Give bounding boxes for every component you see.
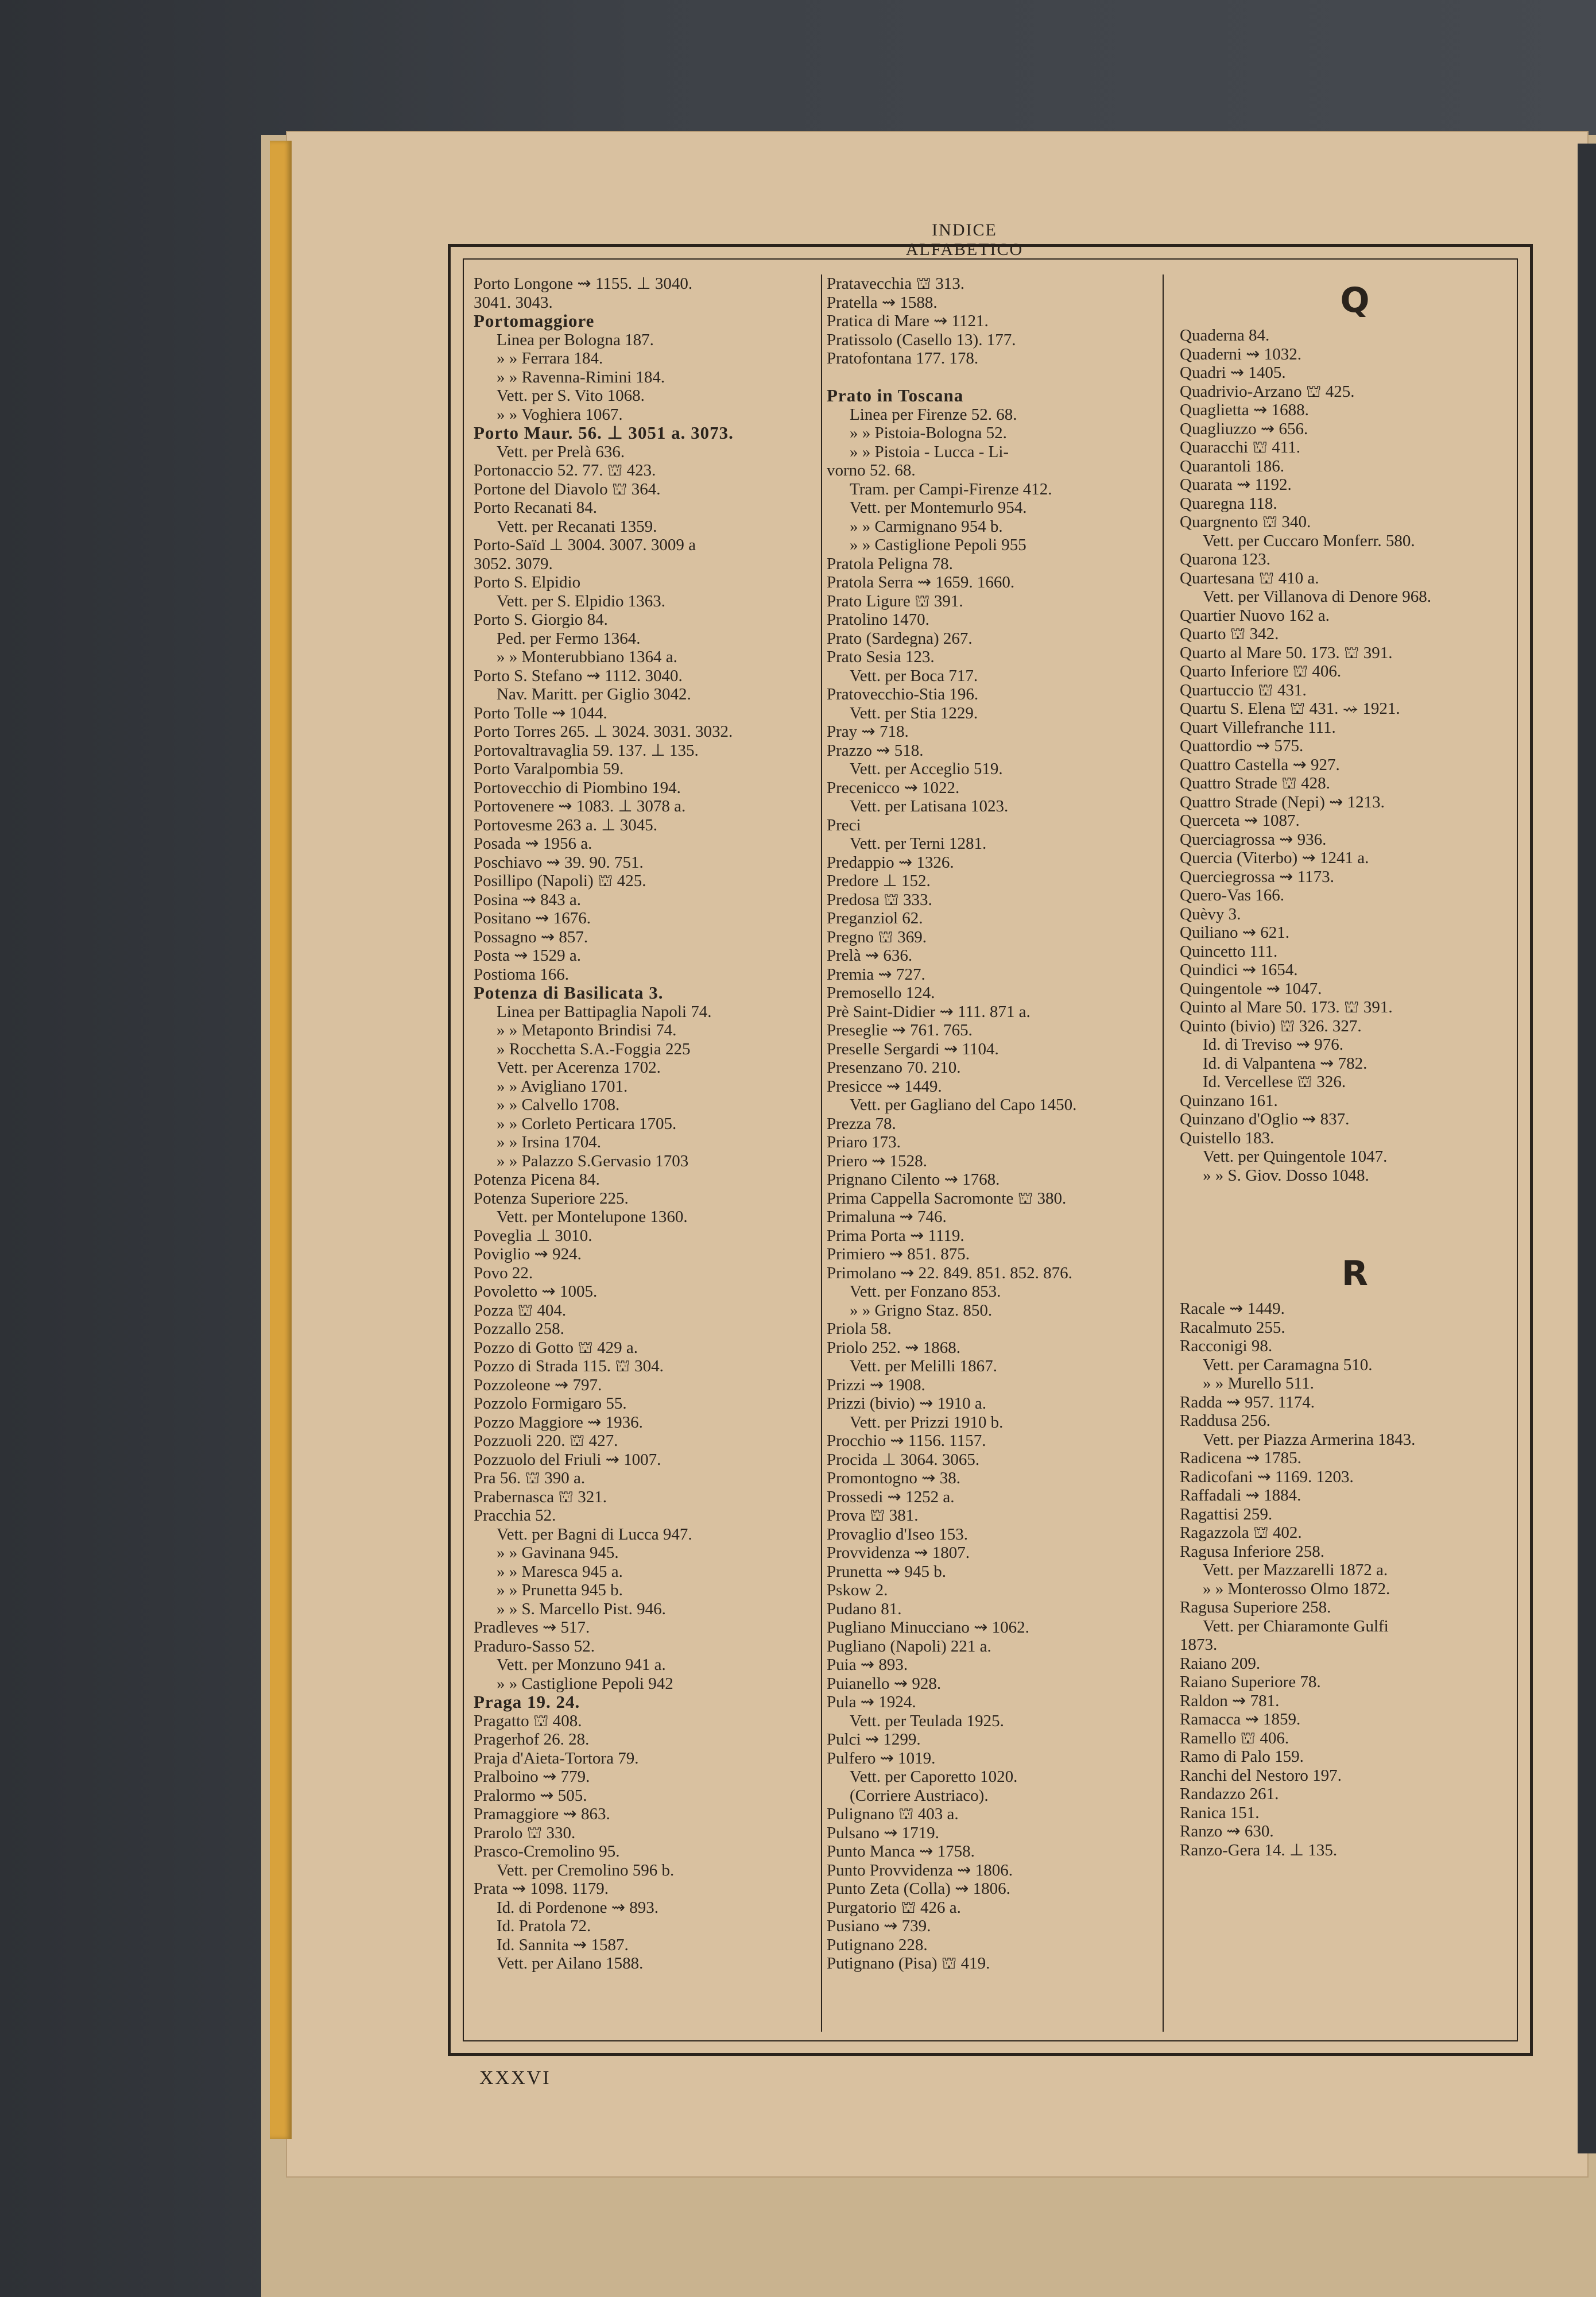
index-entry: » » Prunetta 945 b. xyxy=(497,1581,623,1599)
index-entry: Porto-Saïd ⊥ 3004. 3007. 3009 a xyxy=(474,536,696,554)
index-entry: Vett. per Acceglio 519. xyxy=(850,760,1003,778)
index-entry: Portovaltravaglia 59. 137. ⊥ 135. xyxy=(474,741,699,760)
index-entry: 3052. 3079. xyxy=(474,554,553,573)
index-entry: Primolano ⇝ 22. 849. 851. 852. 876. xyxy=(827,1263,1072,1282)
index-column-2 xyxy=(827,274,1177,1973)
index-entry: » Rocchetta S.A.-Foggia 225 xyxy=(497,1039,691,1058)
index-entry: Preselle Sergardi ⇝ 1104. xyxy=(827,1039,999,1058)
index-entry: Ramacca ⇝ 1859. xyxy=(1180,1710,1301,1728)
index-entry: Vett. per Teulada 1925. xyxy=(850,1711,1004,1730)
index-entry: » » S. Giov. Dosso 1048. xyxy=(1203,1166,1369,1185)
index-entry: Porto Recanati 84. xyxy=(474,498,598,517)
index-entry: Prima Porta ⇝ 1119. xyxy=(827,1226,964,1245)
index-entry: Purgatorio ⛫ 426 a. xyxy=(827,1898,961,1917)
index-entry: Potenza Picena 84. xyxy=(474,1170,600,1189)
index-entry: Quart Villefranche 111. xyxy=(1180,718,1336,737)
index-entry: Portonaccio 52. 77. ⛫ 423. xyxy=(474,461,656,479)
index-entry: Putignano 228. xyxy=(827,1935,928,1954)
index-entry: Porto S. Giorgio 84. xyxy=(474,610,608,629)
index-entry: Pulsano ⇝ 1719. xyxy=(827,1823,939,1842)
index-entry: Ragazzola ⛫ 402. xyxy=(1180,1523,1302,1542)
index-entry: Quinzano 161. xyxy=(1180,1091,1278,1110)
index-entry: Ranica 151. xyxy=(1180,1803,1260,1822)
index-entry: » » Pistoia-Bologna 52. xyxy=(850,424,1007,442)
index-entry: Id. Vercellese ⛫ 326. xyxy=(1203,1073,1346,1091)
index-entry: Punto Manca ⇝ 1758. xyxy=(827,1842,975,1861)
index-entry: Punto Zeta (Colla) ⇝ 1806. xyxy=(827,1880,1010,1898)
index-entry: Pralboino ⇝ 779. xyxy=(474,1768,590,1786)
index-entry: Primaluna ⇝ 746. xyxy=(827,1208,947,1226)
index-entry: Quiliano ⇝ 621. xyxy=(1180,923,1290,942)
index-entry: Ranzo ⇝ 630. xyxy=(1180,1822,1274,1840)
index-entry: Quaderni ⇝ 1032. xyxy=(1180,345,1301,364)
index-entry: Vett. per Boca 717. xyxy=(850,666,978,685)
index-entry: Prato Ligure ⛫ 391. xyxy=(827,591,963,610)
index-entry: Premia ⇝ 727. xyxy=(827,965,925,984)
index-entry: Porto Maur. 56. ⊥ 3051 a. 3073. xyxy=(474,424,734,443)
index-entry: Radicena ⇝ 1785. xyxy=(1180,1449,1301,1467)
index-entry: Quero-Vas 166. xyxy=(1180,886,1285,904)
index-entry: Id. Sannita ⇝ 1587. xyxy=(497,1935,629,1954)
index-entry: Pracchia 52. xyxy=(474,1506,556,1525)
index-entry: Porto S. Stefano ⇝ 1112. 3040. xyxy=(474,666,683,685)
index-entry: Portovenere ⇝ 1083. ⊥ 3078 a. xyxy=(474,797,686,815)
index-entry: Povoletto ⇝ 1005. xyxy=(474,1282,598,1301)
index-entry: Pratofontana 177. 178. xyxy=(827,349,979,368)
index-entry: Vett. per Montemurlo 954. xyxy=(850,498,1027,517)
index-entry: Pugliano Minucciano ⇝ 1062. xyxy=(827,1618,1029,1637)
index-entry: Radicofani ⇝ 1169. 1203. xyxy=(1180,1467,1354,1486)
index-entry: Pratavecchia ⛫ 313. xyxy=(827,274,965,293)
index-entry: Vett. per Mazzarelli 1872 a. xyxy=(1203,1561,1388,1579)
index-entry: Id. di Valpantena ⇝ 782. xyxy=(1203,1054,1368,1073)
index-entry: Prima Cappella Sacromonte ⛫ 380. xyxy=(827,1189,1067,1208)
index-entry: Prato in Toscana xyxy=(827,386,964,405)
index-entry: Quartu S. Elena ⛫ 431. ⇝ 1921. xyxy=(1180,699,1400,718)
index-entry: Priero ⇝ 1528. xyxy=(827,1151,927,1170)
index-entry: Predappio ⇝ 1326. xyxy=(827,853,954,872)
index-entry: Prova ⛫ 381. xyxy=(827,1506,919,1525)
index-entry: » » Irsina 1704. xyxy=(497,1133,602,1151)
index-entry: Ragusa Inferiore 258. xyxy=(1180,1542,1325,1561)
index-entry: Vett. per Recanati 1359. xyxy=(497,517,657,536)
index-entry: Portomaggiore xyxy=(474,312,595,331)
index-entry: Pskow 2. xyxy=(827,1581,888,1599)
index-entry: » » Gavinana 945. xyxy=(497,1544,619,1562)
index-entry: Quindici ⇝ 1654. xyxy=(1180,961,1298,979)
index-entry: Punto Provvidenza ⇝ 1806. xyxy=(827,1861,1013,1880)
index-entry: Quercia (Viterbo) ⇝ 1241 a. xyxy=(1180,849,1369,867)
index-entry: Vett. per Acerenza 1702. xyxy=(497,1058,661,1077)
index-entry: Quartuccio ⛫ 431. xyxy=(1180,680,1307,699)
index-entry: Pugliano (Napoli) 221 a. xyxy=(827,1637,991,1656)
index-entry: Vett. per Latisana 1023. xyxy=(850,797,1009,815)
index-entry: Pratola Serra ⇝ 1659. 1660. xyxy=(827,573,1015,591)
index-entry: Quartesana ⛫ 410 a. xyxy=(1180,569,1319,587)
index-entry: Premosello 124. xyxy=(827,984,935,1002)
index-entry: Prata ⇝ 1098. 1179. xyxy=(474,1880,609,1898)
index-entry: Quargnento ⛫ 340. xyxy=(1180,513,1311,531)
index-entry: Porto Varalpombia 59. xyxy=(474,760,624,778)
index-entry: Prizzi (bivio) ⇝ 1910 a. xyxy=(827,1394,986,1413)
index-entry: Pragatto ⛫ 408. xyxy=(474,1711,582,1730)
index-entry: Racalmuto 255. xyxy=(1180,1318,1285,1337)
index-entry: Pozzolo Formigaro 55. xyxy=(474,1394,627,1413)
index-column-1 xyxy=(474,274,824,1973)
index-entry: » » Metaponto Brindisi 74. xyxy=(497,1021,677,1039)
index-entry: Pozzuoli 220. ⛫ 427. xyxy=(474,1432,618,1450)
index-entry: Pratovecchio-Stia 196. xyxy=(827,685,979,703)
index-entry: Preci xyxy=(827,815,861,834)
index-entry: Vett. per Villanova di Denore 968. xyxy=(1203,587,1431,606)
index-entry: Quinto (bivio) ⛫ 326. 327. xyxy=(1180,1016,1362,1035)
index-entry: Raiano 209. xyxy=(1180,1654,1261,1673)
index-entry: Nav. Maritt. per Giglio 3042. xyxy=(497,685,691,703)
section-letter: Q xyxy=(1340,280,1370,320)
index-entry: 1873. xyxy=(1180,1635,1218,1654)
index-entry: Id. Pratola 72. xyxy=(497,1917,591,1935)
index-entry: Quarto ⛫ 342. xyxy=(1180,625,1279,643)
index-entry: Posina ⇝ 843 a. xyxy=(474,890,582,909)
index-entry: Prazzo ⇝ 518. xyxy=(827,741,924,760)
index-entry: Provaglio d'Iseo 153. xyxy=(827,1525,969,1544)
index-entry: Racale ⇝ 1449. xyxy=(1180,1300,1285,1318)
index-entry: Pozza ⛫ 404. xyxy=(474,1301,567,1320)
index-entry: Prizzi ⇝ 1908. xyxy=(827,1375,925,1394)
index-entry: Poveglia ⊥ 3010. xyxy=(474,1226,592,1245)
index-entry: Ped. per Fermo 1364. xyxy=(497,629,641,648)
index-entry: Positano ⇝ 1676. xyxy=(474,909,591,927)
page-header-title: INDICE ALFABETICO xyxy=(905,221,1024,259)
index-entry: Radda ⇝ 957. 1174. xyxy=(1180,1393,1315,1412)
index-entry: » » Murello 511. xyxy=(1203,1374,1314,1393)
index-entry: Pray ⇝ 718. xyxy=(827,722,909,741)
index-entry: Praja d'Aieta-Tortora 79. xyxy=(474,1749,639,1768)
index-entry: Povo 22. xyxy=(474,1263,533,1282)
index-entry: vorno 52. 68. xyxy=(827,461,916,479)
index-entry: Vett. per Caramagna 510. xyxy=(1203,1355,1373,1374)
index-entry: Pralormo ⇝ 505. xyxy=(474,1786,587,1805)
index-entry: Possagno ⇝ 857. xyxy=(474,927,588,946)
index-entry: Vett. per Chiaramonte Gulfi xyxy=(1203,1617,1389,1635)
index-entry: Potenza Superiore 225. xyxy=(474,1189,629,1208)
index-entry: Ramo di Palo 159. xyxy=(1180,1747,1304,1766)
index-entry: Ranzo-Gera 14. ⊥ 135. xyxy=(1180,1840,1338,1859)
index-entry: Quattro Strade (Nepi) ⇝ 1213. xyxy=(1180,792,1385,811)
index-entry: Ranchi del Nestoro 197. xyxy=(1180,1766,1342,1785)
index-entry: Vett. per Montelupone 1360. xyxy=(497,1208,688,1226)
index-entry: Porto Torres 265. ⊥ 3024. 3031. 3032. xyxy=(474,722,733,741)
scan-edge-strip xyxy=(1578,144,1596,2153)
index-entry: Putignano (Pisa) ⛫ 419. xyxy=(827,1954,990,1973)
index-entry: Pozzuolo del Friuli ⇝ 1007. xyxy=(474,1450,661,1469)
index-entry: Vett. per Cuccaro Monferr. 580. xyxy=(1203,531,1415,550)
index-entry: Portovecchio di Piombino 194. xyxy=(474,778,681,797)
index-entry: Quadri ⇝ 1405. xyxy=(1180,364,1286,382)
index-entry: Priaro 173. xyxy=(827,1133,901,1151)
index-entry: Quèvy 3. xyxy=(1180,904,1241,923)
index-column-3 xyxy=(1180,274,1530,1859)
index-entry: Vett. per Prelà 636. xyxy=(497,442,625,461)
index-entry: Vett. per Cremolino 596 b. xyxy=(497,1861,675,1880)
index-entry: » » Grigno Staz. 850. xyxy=(850,1301,993,1320)
index-entry: Presenzano 70. 210. xyxy=(827,1058,961,1077)
index-entry: Precenicco ⇝ 1022. xyxy=(827,778,960,797)
index-entry: Racconigi 98. xyxy=(1180,1337,1273,1355)
index-entry: Pra 56. ⛫ 390 a. xyxy=(474,1469,586,1487)
index-entry: Prasco-Cremolino 95. xyxy=(474,1842,620,1861)
index-entry: Ramello ⛫ 406. xyxy=(1180,1728,1289,1747)
index-entry: Porto S. Elpidio xyxy=(474,573,581,591)
index-entry: » » Corleto Perticara 1705. xyxy=(497,1114,677,1133)
index-entry: Predosa ⛫ 333. xyxy=(827,890,932,909)
index-entry: Pulignano ⛫ 403 a. xyxy=(827,1805,959,1823)
index-entry: Pozzo di Strada 115. ⛫ 304. xyxy=(474,1357,664,1375)
index-entry: Praga 19. 24. xyxy=(474,1693,580,1712)
index-entry: Quarto al Mare 50. 173. ⛫ 391. xyxy=(1180,643,1393,662)
index-entry: Prarolo ⛫ 330. xyxy=(474,1823,576,1842)
index-entry: Posada ⇝ 1956 a. xyxy=(474,834,592,853)
index-entry: » » Palazzo S.Gervasio 1703 xyxy=(497,1151,689,1170)
index-entry: Postioma 166. xyxy=(474,965,569,984)
index-entry: Porto Longone ⇝ 1155. ⊥ 3040. xyxy=(474,274,693,293)
index-entry: Vett. per Bagni di Lucca 947. xyxy=(497,1525,692,1544)
index-entry: Quinto al Mare 50. 173. ⛫ 391. xyxy=(1180,998,1393,1016)
index-entry: Quaderna 84. xyxy=(1180,326,1270,345)
index-entry: » » Monterosso Olmo 1872. xyxy=(1203,1579,1390,1598)
index-entry: » » Monterubbiano 1364 a. xyxy=(497,648,677,666)
index-entry: » » Carmignano 954 b. xyxy=(850,517,1003,536)
index-entry: Vett. per Piazza Armerina 1843. xyxy=(1203,1430,1416,1449)
index-entry: Quaregna 118. xyxy=(1180,494,1277,513)
index-entry: » » Calvello 1708. xyxy=(497,1096,620,1114)
index-entry: Quaglietta ⇝ 1688. xyxy=(1180,401,1309,419)
index-entry: Pratissolo (Casello 13). 177. xyxy=(827,330,1016,349)
index-entry: Poviglio ⇝ 924. xyxy=(474,1245,582,1263)
index-entry: Promontogno ⇝ 38. xyxy=(827,1469,960,1487)
index-entry: 3041. 3043. xyxy=(474,293,553,312)
index-entry: Priolo 252. ⇝ 1868. xyxy=(827,1338,960,1357)
section-letter: R xyxy=(1341,1254,1369,1294)
index-entry: Porto Tolle ⇝ 1044. xyxy=(474,703,607,722)
index-entry: Pudano 81. xyxy=(827,1599,902,1618)
index-entry: Pramaggiore ⇝ 863. xyxy=(474,1805,610,1823)
index-entry: Prè Saint-Didier ⇝ 111. 871 a. xyxy=(827,1002,1031,1021)
index-entry: Quattordio ⇝ 575. xyxy=(1180,737,1304,755)
index-entry: Raffadali ⇝ 1884. xyxy=(1180,1486,1301,1505)
index-entry: Procida ⊥ 3064. 3065. xyxy=(827,1450,980,1469)
index-entry: Querciegrossa ⇝ 1173. xyxy=(1180,867,1334,886)
spacer xyxy=(827,368,1177,387)
index-entry: Prignano Cilento ⇝ 1768. xyxy=(827,1170,1000,1189)
index-entry: » » Castiglione Pepoli 955 xyxy=(850,536,1026,554)
index-entry: Quattro Castella ⇝ 927. xyxy=(1180,755,1340,774)
index-entry: Pragerhof 26. 28. xyxy=(474,1730,590,1749)
book-spine-edge xyxy=(270,141,292,2139)
index-entry: Vett. per Ailano 1588. xyxy=(497,1954,644,1973)
index-entry: Poschiavo ⇝ 39. 90. 751. xyxy=(474,853,644,872)
index-entry: Quarantoli 186. xyxy=(1180,457,1285,475)
index-entry: Praduro-Sasso 52. xyxy=(474,1637,595,1656)
index-entry: Vett. per Melilli 1867. xyxy=(850,1357,997,1375)
index-entry: Id. di Pordenone ⇝ 893. xyxy=(497,1898,659,1917)
index-entry: Prabernasca ⛫ 321. xyxy=(474,1487,607,1506)
index-entry: Quattro Strade ⛫ 428. xyxy=(1180,774,1330,792)
index-entry: Id. di Treviso ⇝ 976. xyxy=(1203,1035,1344,1054)
index-entry: Pulci ⇝ 1299. xyxy=(827,1730,921,1749)
index-entry: Quarto Inferiore ⛫ 406. xyxy=(1180,662,1342,680)
index-entry: Pratica di Mare ⇝ 1121. xyxy=(827,312,989,330)
index-entry: Posta ⇝ 1529 a. xyxy=(474,946,582,965)
index-entry: Quarona 123. xyxy=(1180,550,1270,569)
index-entry: Quincetto 111. xyxy=(1180,942,1278,961)
index-entry: » » Voghiera 1067. xyxy=(497,405,623,424)
index-entry: Pratella ⇝ 1588. xyxy=(827,293,938,312)
index-entry: Potenza di Basilicata 3. xyxy=(474,984,664,1003)
index-entry: Ragattisi 259. xyxy=(1180,1505,1273,1523)
index-entry: Priola 58. xyxy=(827,1320,892,1338)
index-entry: Vett. per Fonzano 853. xyxy=(850,1282,1001,1301)
index-entry: Presicce ⇝ 1449. xyxy=(827,1077,942,1096)
index-entry: Pozzallo 258. xyxy=(474,1320,564,1338)
index-entry: Quingentole ⇝ 1047. xyxy=(1180,979,1322,998)
index-entry: (Corriere Austriaco). xyxy=(850,1786,989,1805)
index-entry: Pratola Peligna 78. xyxy=(827,554,953,573)
index-entry: Quartier Nuovo 162 a. xyxy=(1180,606,1330,625)
index-entry: Pozzo di Gotto ⛫ 429 a. xyxy=(474,1338,638,1357)
index-entry: Querceta ⇝ 1087. xyxy=(1180,811,1300,830)
index-entry: Pregno ⛫ 369. xyxy=(827,927,927,946)
index-entry: » » Pistoia - Lucca - Li- xyxy=(850,442,1009,461)
index-entry: Pulfero ⇝ 1019. xyxy=(827,1749,936,1768)
index-entry: Quadrivio-Arzano ⛫ 425. xyxy=(1180,382,1355,401)
index-entry: Querciagrossa ⇝ 936. xyxy=(1180,830,1327,849)
index-entry: Posillipo (Napoli) ⛫ 425. xyxy=(474,872,646,890)
index-entry: Raldon ⇝ 781. xyxy=(1180,1691,1280,1710)
index-entry: Raiano Superiore 78. xyxy=(1180,1673,1321,1691)
index-entry: Pozzoleone ⇝ 797. xyxy=(474,1375,602,1394)
index-entry: Portovesme 263 a. ⊥ 3045. xyxy=(474,815,658,834)
index-entry: » » Ferrara 184. xyxy=(497,349,603,368)
index-entry: Vett. per Gagliano del Capo 1450. xyxy=(850,1096,1077,1114)
index-entry: Vett. per Caporetto 1020. xyxy=(850,1768,1018,1786)
index-entry: Quinzano d'Oglio ⇝ 837. xyxy=(1180,1110,1350,1128)
index-entry: Linea per Firenze 52. 68. xyxy=(850,405,1017,424)
index-entry: Provvidenza ⇝ 1807. xyxy=(827,1544,970,1562)
index-entry: » » Castiglione Pepoli 942 xyxy=(497,1674,673,1693)
index-entry: Pula ⇝ 1924. xyxy=(827,1693,916,1711)
index-entry: Randazzo 261. xyxy=(1180,1785,1279,1803)
index-entry: Prato Sesia 123. xyxy=(827,648,935,666)
index-entry: » » S. Marcello Pist. 946. xyxy=(497,1599,666,1618)
index-entry: Pozzo Maggiore ⇝ 1936. xyxy=(474,1413,643,1432)
index-entry: Puianello ⇝ 928. xyxy=(827,1674,942,1693)
index-entry: Vett. per S. Vito 1068. xyxy=(497,386,645,405)
index-entry: Prezza 78. xyxy=(827,1114,896,1133)
index-entry: Prunetta ⇝ 945 b. xyxy=(827,1562,946,1581)
index-entry: Preseglie ⇝ 761. 765. xyxy=(827,1021,973,1039)
page-number: XXXVI xyxy=(479,2067,551,2089)
index-entry: Vett. per Prizzi 1910 b. xyxy=(850,1413,1004,1432)
index-entry: Ragusa Superiore 258. xyxy=(1180,1598,1331,1617)
index-entry: Predore ⊥ 152. xyxy=(827,872,931,890)
index-entry: Prato (Sardegna) 267. xyxy=(827,629,973,648)
index-entry: Raddusa 256. xyxy=(1180,1412,1270,1430)
index-entry: Portone del Diavolo ⛫ 364. xyxy=(474,479,661,498)
index-entry: Pradleves ⇝ 517. xyxy=(474,1618,590,1637)
index-entry: Vett. per Monzuno 941 a. xyxy=(497,1656,666,1674)
index-entry: Vett. per Stia 1229. xyxy=(850,703,978,722)
index-entry: Quagliuzzo ⇝ 656. xyxy=(1180,419,1308,438)
index-entry: » » Avigliano 1701. xyxy=(497,1077,628,1096)
index-entry: Quaracchi ⛫ 411. xyxy=(1180,438,1300,457)
index-entry: Vett. per Quingentole 1047. xyxy=(1203,1147,1388,1166)
index-entry: Linea per Bologna 187. xyxy=(497,330,654,349)
index-entry: Procchio ⇝ 1156. 1157. xyxy=(827,1432,986,1450)
index-entry: Prelà ⇝ 636. xyxy=(827,946,913,965)
index-entry: » » Ravenna-Rimini 184. xyxy=(497,368,665,386)
index-entry: Quistello 183. xyxy=(1180,1128,1275,1147)
index-entry: Pusiano ⇝ 739. xyxy=(827,1917,931,1935)
index-entry: Tram. per Campi-Firenze 412. xyxy=(850,479,1052,498)
index-entry: Vett. per S. Elpidio 1363. xyxy=(497,591,666,610)
index-entry: Vett. per Terni 1281. xyxy=(850,834,987,853)
index-entry: Puia ⇝ 893. xyxy=(827,1656,908,1674)
index-entry: Pratolino 1470. xyxy=(827,610,929,629)
index-entry: Prossedi ⇝ 1252 a. xyxy=(827,1487,955,1506)
index-entry: Primiero ⇝ 851. 875. xyxy=(827,1245,970,1263)
index-entry: » » Maresca 945 a. xyxy=(497,1562,623,1581)
index-entry: Preganziol 62. xyxy=(827,909,923,927)
index-entry: Quarata ⇝ 1192. xyxy=(1180,475,1292,494)
index-entry: Linea per Battipaglia Napoli 74. xyxy=(497,1002,712,1021)
